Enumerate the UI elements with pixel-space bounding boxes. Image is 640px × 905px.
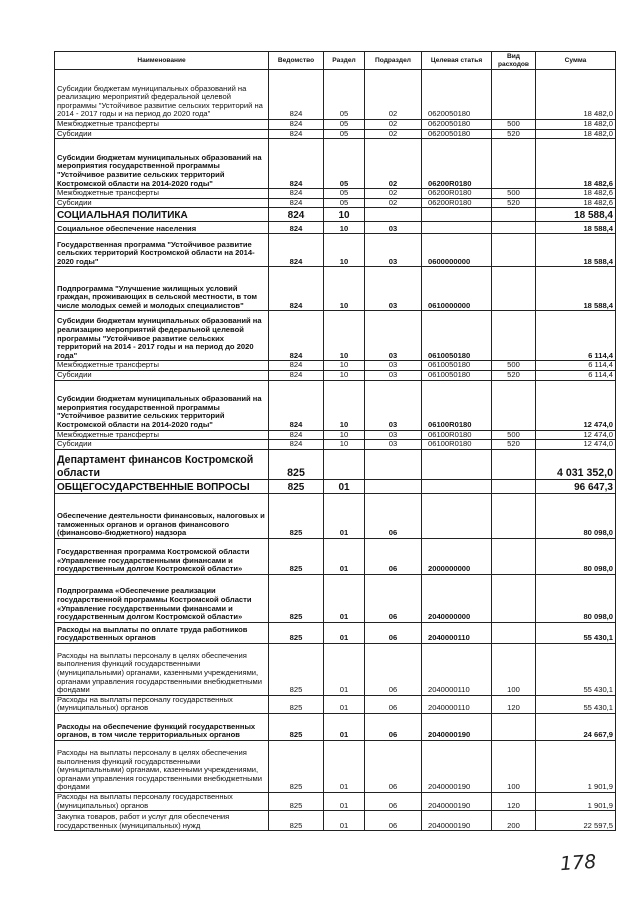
- table-row: [55, 479, 616, 493]
- row-summa: 4 031 352,0: [536, 449, 616, 479]
- row-name: Расходы на выплаты персоналу государственных (муниципальных) органов: [55, 695, 269, 713]
- row-summa: 18 482,0: [536, 129, 616, 139]
- row-vedomstvo: 825: [269, 493, 324, 538]
- row-name: Субсидии: [55, 370, 269, 380]
- table-row: [55, 622, 616, 643]
- row-podrazdel: 06: [365, 643, 422, 695]
- row-summa: 1 901,9: [536, 740, 616, 792]
- table-row: [55, 267, 616, 311]
- row-summa: 1 901,9: [536, 792, 616, 810]
- table-row: [55, 538, 616, 574]
- row-name: Государственная программа Костромской области «Управление государственными финансами и государственным долгом Костромской области»: [55, 538, 269, 574]
- row-vedomstvo: 824: [269, 234, 324, 267]
- row-vid-rashodov: [492, 267, 536, 311]
- table-row: [55, 208, 616, 222]
- row-razdel: 05: [324, 198, 365, 208]
- row-vid-rashodov: 100: [492, 740, 536, 792]
- row-vedomstvo: 824: [269, 311, 324, 361]
- row-name: ОБЩЕГОСУДАРСТВЕННЫЕ ВОПРОСЫ: [55, 479, 269, 493]
- row-vid-rashodov: [492, 234, 536, 267]
- row-podrazdel: 03: [365, 311, 422, 361]
- row-summa: 18 482,6: [536, 189, 616, 199]
- row-vid-rashodov: [492, 380, 536, 430]
- row-celevaya-statya: 2040000190: [422, 811, 492, 831]
- row-podrazdel: 03: [365, 234, 422, 267]
- row-summa: 22 597,5: [536, 811, 616, 831]
- row-vedomstvo: 825: [269, 695, 324, 713]
- row-vid-rashodov: 500: [492, 120, 536, 130]
- row-celevaya-statya: 2040000190: [422, 713, 492, 740]
- row-name: Расходы на выплаты персоналу в целях обеспечения выполнения функций государственными (муниципальными) органами, казенными учреждениями, органами управления государственными внебюджетными фондами: [55, 740, 269, 792]
- row-celevaya-statya: 2040000190: [422, 740, 492, 792]
- row-name: Субсидии бюджетам муниципальных образований на реализацию мероприятий федеральной целевой программы "Устойчивое развитие сельских территорий на 2014 - 2017 годы и на период до 2020 года": [55, 70, 269, 120]
- row-vedomstvo: 824: [269, 430, 324, 440]
- row-podrazdel: [365, 449, 422, 479]
- table-row: [55, 792, 616, 810]
- row-summa: 80 098,0: [536, 493, 616, 538]
- page-number: 178: [559, 850, 597, 876]
- row-razdel: 10: [324, 370, 365, 380]
- row-celevaya-statya: 0620050180: [422, 70, 492, 120]
- row-podrazdel: 02: [365, 198, 422, 208]
- header-vedomstvo: Ведомство: [269, 52, 324, 70]
- row-celevaya-statya: 06200R0180: [422, 189, 492, 199]
- row-podrazdel: 06: [365, 493, 422, 538]
- row-podrazdel: 06: [365, 713, 422, 740]
- row-celevaya-statya: 2040000190: [422, 792, 492, 810]
- row-name: Подпрограмма "Улучшение жилищных условий граждан, проживающих в сельской местности, в том числе молодых семей и молодых специалистов": [55, 267, 269, 311]
- row-vedomstvo: 825: [269, 811, 324, 831]
- row-razdel: 01: [324, 643, 365, 695]
- row-summa: 18 588,4: [536, 222, 616, 234]
- row-podrazdel: 06: [365, 740, 422, 792]
- table-row: [55, 574, 616, 622]
- row-vedomstvo: 825: [269, 713, 324, 740]
- row-razdel: 01: [324, 538, 365, 574]
- row-vid-rashodov: [492, 222, 536, 234]
- table-row: [55, 493, 616, 538]
- row-summa: 6 114,4: [536, 370, 616, 380]
- row-vid-rashodov: 100: [492, 643, 536, 695]
- row-name: Расходы на выплаты персоналу государственных (муниципальных) органов: [55, 792, 269, 810]
- header-podrazdel: Подраздел: [365, 52, 422, 70]
- table-row: [55, 643, 616, 695]
- row-summa: 18 588,4: [536, 208, 616, 222]
- row-celevaya-statya: [422, 222, 492, 234]
- row-name: Департамент финансов Костромской области: [55, 449, 269, 479]
- row-vedomstvo: 824: [269, 129, 324, 139]
- row-name: Межбюджетные трансферты: [55, 430, 269, 440]
- row-summa: 80 098,0: [536, 574, 616, 622]
- row-name: Субсидии: [55, 198, 269, 208]
- table-row: [55, 430, 616, 440]
- row-podrazdel: [365, 208, 422, 222]
- row-name: Закупка товаров, работ и услуг для обеспечения государственных (муниципальных) нужд: [55, 811, 269, 831]
- row-podrazdel: 03: [365, 440, 422, 450]
- row-vedomstvo: 824: [269, 198, 324, 208]
- row-summa: 18 482,6: [536, 198, 616, 208]
- row-podrazdel: 06: [365, 538, 422, 574]
- row-vid-rashodov: [492, 449, 536, 479]
- row-name: Субсидии бюджетам муниципальных образований на мероприятия государственной программы "Устойчивое развитие сельских территорий Костромской области на 2014-2020 годы": [55, 380, 269, 430]
- table-row: [55, 129, 616, 139]
- row-celevaya-statya: 06100R0180: [422, 440, 492, 450]
- row-vedomstvo: 825: [269, 574, 324, 622]
- row-vedomstvo: 824: [269, 380, 324, 430]
- row-vedomstvo: 824: [269, 440, 324, 450]
- row-razdel: 10: [324, 311, 365, 361]
- row-celevaya-statya: 0620050180: [422, 129, 492, 139]
- row-razdel: 01: [324, 479, 365, 493]
- row-podrazdel: 03: [365, 267, 422, 311]
- row-razdel: 10: [324, 234, 365, 267]
- row-celevaya-statya: 06200R0180: [422, 198, 492, 208]
- row-name: СОЦИАЛЬНАЯ ПОЛИТИКА: [55, 208, 269, 222]
- row-name: Субсидии: [55, 129, 269, 139]
- row-celevaya-statya: 0610000000: [422, 267, 492, 311]
- row-celevaya-statya: [422, 449, 492, 479]
- table-body: [55, 70, 616, 831]
- table-row: [55, 189, 616, 199]
- row-vedomstvo: 824: [269, 267, 324, 311]
- row-vid-rashodov: [492, 493, 536, 538]
- row-summa: 18 482,0: [536, 70, 616, 120]
- row-summa: 18 588,4: [536, 267, 616, 311]
- row-razdel: [324, 449, 365, 479]
- table-row: [55, 713, 616, 740]
- row-name: Субсидии бюджетам муниципальных образований на мероприятия государственной программы "Устойчивое развитие сельских территорий Костромской области на 2014-2020 годы": [55, 139, 269, 189]
- row-vid-rashodov: [492, 538, 536, 574]
- header-vid-rashodov: Вид расходов: [492, 52, 536, 70]
- row-razdel: 01: [324, 740, 365, 792]
- table-row: [55, 695, 616, 713]
- row-summa: 12 474,0: [536, 380, 616, 430]
- row-vid-rashodov: [492, 713, 536, 740]
- row-celevaya-statya: 06100R0180: [422, 380, 492, 430]
- row-name: Подпрограмма «Обеспечение реализации государственной программы Костромской области «Управление государственными финансами и государственным долгом Костромской области»: [55, 574, 269, 622]
- row-vid-rashodov: 520: [492, 198, 536, 208]
- row-podrazdel: 02: [365, 129, 422, 139]
- row-summa: 55 430,1: [536, 643, 616, 695]
- row-vid-rashodov: 500: [492, 189, 536, 199]
- row-vedomstvo: 824: [269, 120, 324, 130]
- row-vid-rashodov: 520: [492, 129, 536, 139]
- row-celevaya-statya: 2040000110: [422, 643, 492, 695]
- row-summa: 96 647,3: [536, 479, 616, 493]
- header-celevaya-statya: Целевая статья: [422, 52, 492, 70]
- row-podrazdel: [365, 479, 422, 493]
- row-summa: 18 588,4: [536, 234, 616, 267]
- table-row: [55, 311, 616, 361]
- row-razdel: 10: [324, 267, 365, 311]
- row-razdel: 01: [324, 811, 365, 831]
- row-name: Расходы на обеспечение функций государственных органов, в том числе территориальных органов: [55, 713, 269, 740]
- row-summa: 55 430,1: [536, 695, 616, 713]
- header-summa: Сумма: [536, 52, 616, 70]
- table-row: [55, 361, 616, 371]
- row-vedomstvo: 824: [269, 361, 324, 371]
- row-podrazdel: 06: [365, 574, 422, 622]
- row-podrazdel: 06: [365, 811, 422, 831]
- row-razdel: 01: [324, 574, 365, 622]
- row-name: Государственная программа "Устойчивое развитие сельских территорий Костромской области на 2014-2020 годы": [55, 234, 269, 267]
- row-vid-rashodov: 500: [492, 430, 536, 440]
- row-celevaya-statya: 0620050180: [422, 120, 492, 130]
- row-celevaya-statya: [422, 208, 492, 222]
- row-podrazdel: 02: [365, 139, 422, 189]
- row-vid-rashodov: [492, 139, 536, 189]
- row-vid-rashodov: [492, 70, 536, 120]
- row-celevaya-statya: 2000000000: [422, 538, 492, 574]
- row-razdel: 10: [324, 380, 365, 430]
- row-vid-rashodov: [492, 574, 536, 622]
- row-summa: 12 474,0: [536, 440, 616, 450]
- row-celevaya-statya: 2040000110: [422, 695, 492, 713]
- row-celevaya-statya: 0610050180: [422, 311, 492, 361]
- row-vedomstvo: 825: [269, 479, 324, 493]
- row-vedomstvo: 824: [269, 222, 324, 234]
- row-name: Расходы на выплаты по оплате труда работников государственных органов: [55, 622, 269, 643]
- row-vid-rashodov: 120: [492, 792, 536, 810]
- table-row: [55, 811, 616, 831]
- row-vedomstvo: 824: [269, 208, 324, 222]
- row-vedomstvo: 824: [269, 139, 324, 189]
- row-celevaya-statya: 2040000110: [422, 622, 492, 643]
- row-celevaya-statya: [422, 479, 492, 493]
- row-summa: 12 474,0: [536, 430, 616, 440]
- row-razdel: 10: [324, 208, 365, 222]
- row-vedomstvo: 824: [269, 70, 324, 120]
- row-summa: 24 667,9: [536, 713, 616, 740]
- row-podrazdel: 03: [365, 380, 422, 430]
- header-razdel: Раздел: [324, 52, 365, 70]
- row-vid-rashodov: [492, 622, 536, 643]
- row-razdel: 01: [324, 792, 365, 810]
- row-podrazdel: 06: [365, 792, 422, 810]
- row-vid-rashodov: 520: [492, 440, 536, 450]
- row-vid-rashodov: 520: [492, 370, 536, 380]
- row-vedomstvo: 824: [269, 189, 324, 199]
- row-name: Субсидии бюджетам муниципальных образований на реализацию мероприятий федеральной целевой программы "Устойчивое развитие сельских территорий на 2014 - 2017 годы и на период до 2020 года": [55, 311, 269, 361]
- row-podrazdel: 06: [365, 695, 422, 713]
- row-name: Межбюджетные трансферты: [55, 120, 269, 130]
- row-celevaya-statya: 06100R0180: [422, 430, 492, 440]
- row-vid-rashodov: 500: [492, 361, 536, 371]
- row-razdel: 10: [324, 222, 365, 234]
- row-podrazdel: 02: [365, 120, 422, 130]
- table-row: [55, 198, 616, 208]
- row-name: Межбюджетные трансферты: [55, 189, 269, 199]
- row-vid-rashodov: [492, 311, 536, 361]
- row-summa: 18 482,0: [536, 120, 616, 130]
- row-razdel: 05: [324, 70, 365, 120]
- row-razdel: 01: [324, 493, 365, 538]
- row-podrazdel: 03: [365, 430, 422, 440]
- budget-table: [54, 51, 616, 831]
- row-razdel: 10: [324, 440, 365, 450]
- row-celevaya-statya: 06200R0180: [422, 139, 492, 189]
- row-vedomstvo: 824: [269, 370, 324, 380]
- row-vid-rashodov: [492, 208, 536, 222]
- header-name: Наименование: [55, 52, 269, 70]
- row-podrazdel: 03: [365, 370, 422, 380]
- row-razdel: 05: [324, 139, 365, 189]
- row-summa: 80 098,0: [536, 538, 616, 574]
- table-row: [55, 449, 616, 479]
- row-podrazdel: 03: [365, 222, 422, 234]
- table-row: [55, 440, 616, 450]
- table-row: [55, 370, 616, 380]
- row-podrazdel: 06: [365, 622, 422, 643]
- table-row: [55, 234, 616, 267]
- row-podrazdel: 03: [365, 361, 422, 371]
- row-vedomstvo: 825: [269, 740, 324, 792]
- table-row: [55, 120, 616, 130]
- row-razdel: 05: [324, 189, 365, 199]
- row-name: Субсидии: [55, 440, 269, 450]
- row-vid-rashodov: 120: [492, 695, 536, 713]
- row-summa: 6 114,4: [536, 361, 616, 371]
- table-row: [55, 740, 616, 792]
- row-celevaya-statya: [422, 493, 492, 538]
- row-name: Межбюджетные трансферты: [55, 361, 269, 371]
- row-celevaya-statya: 0600000000: [422, 234, 492, 267]
- row-summa: 6 114,4: [536, 311, 616, 361]
- row-celevaya-statya: 2040000000: [422, 574, 492, 622]
- row-celevaya-statya: 0610050180: [422, 361, 492, 371]
- row-vid-rashodov: 200: [492, 811, 536, 831]
- row-name: Расходы на выплаты персоналу в целях обеспечения выполнения функций государственными (муниципальными) органами, казенными учреждениями, органами управления государственными внебюджетными фондами: [55, 643, 269, 695]
- row-summa: 18 482,6: [536, 139, 616, 189]
- table-header: [55, 52, 616, 70]
- row-vid-rashodov: [492, 479, 536, 493]
- table-row: [55, 380, 616, 430]
- row-vedomstvo: 825: [269, 643, 324, 695]
- table-row: [55, 70, 616, 120]
- row-vedomstvo: 825: [269, 449, 324, 479]
- row-name: Социальное обеспечение населения: [55, 222, 269, 234]
- row-razdel: 05: [324, 120, 365, 130]
- row-vedomstvo: 825: [269, 538, 324, 574]
- row-podrazdel: 02: [365, 189, 422, 199]
- row-razdel: 01: [324, 622, 365, 643]
- row-celevaya-statya: 0610050180: [422, 370, 492, 380]
- row-razdel: 01: [324, 713, 365, 740]
- row-razdel: 05: [324, 129, 365, 139]
- row-razdel: 10: [324, 430, 365, 440]
- table-row: [55, 139, 616, 189]
- table-row: [55, 222, 616, 234]
- row-razdel: 10: [324, 361, 365, 371]
- row-vedomstvo: 825: [269, 622, 324, 643]
- row-razdel: 01: [324, 695, 365, 713]
- row-vedomstvo: 825: [269, 792, 324, 810]
- row-summa: 55 430,1: [536, 622, 616, 643]
- row-podrazdel: 02: [365, 70, 422, 120]
- row-name: Обеспечение деятельности финансовых, налоговых и таможенных органов и органов финансового (финансово-бюджетного) надзора: [55, 493, 269, 538]
